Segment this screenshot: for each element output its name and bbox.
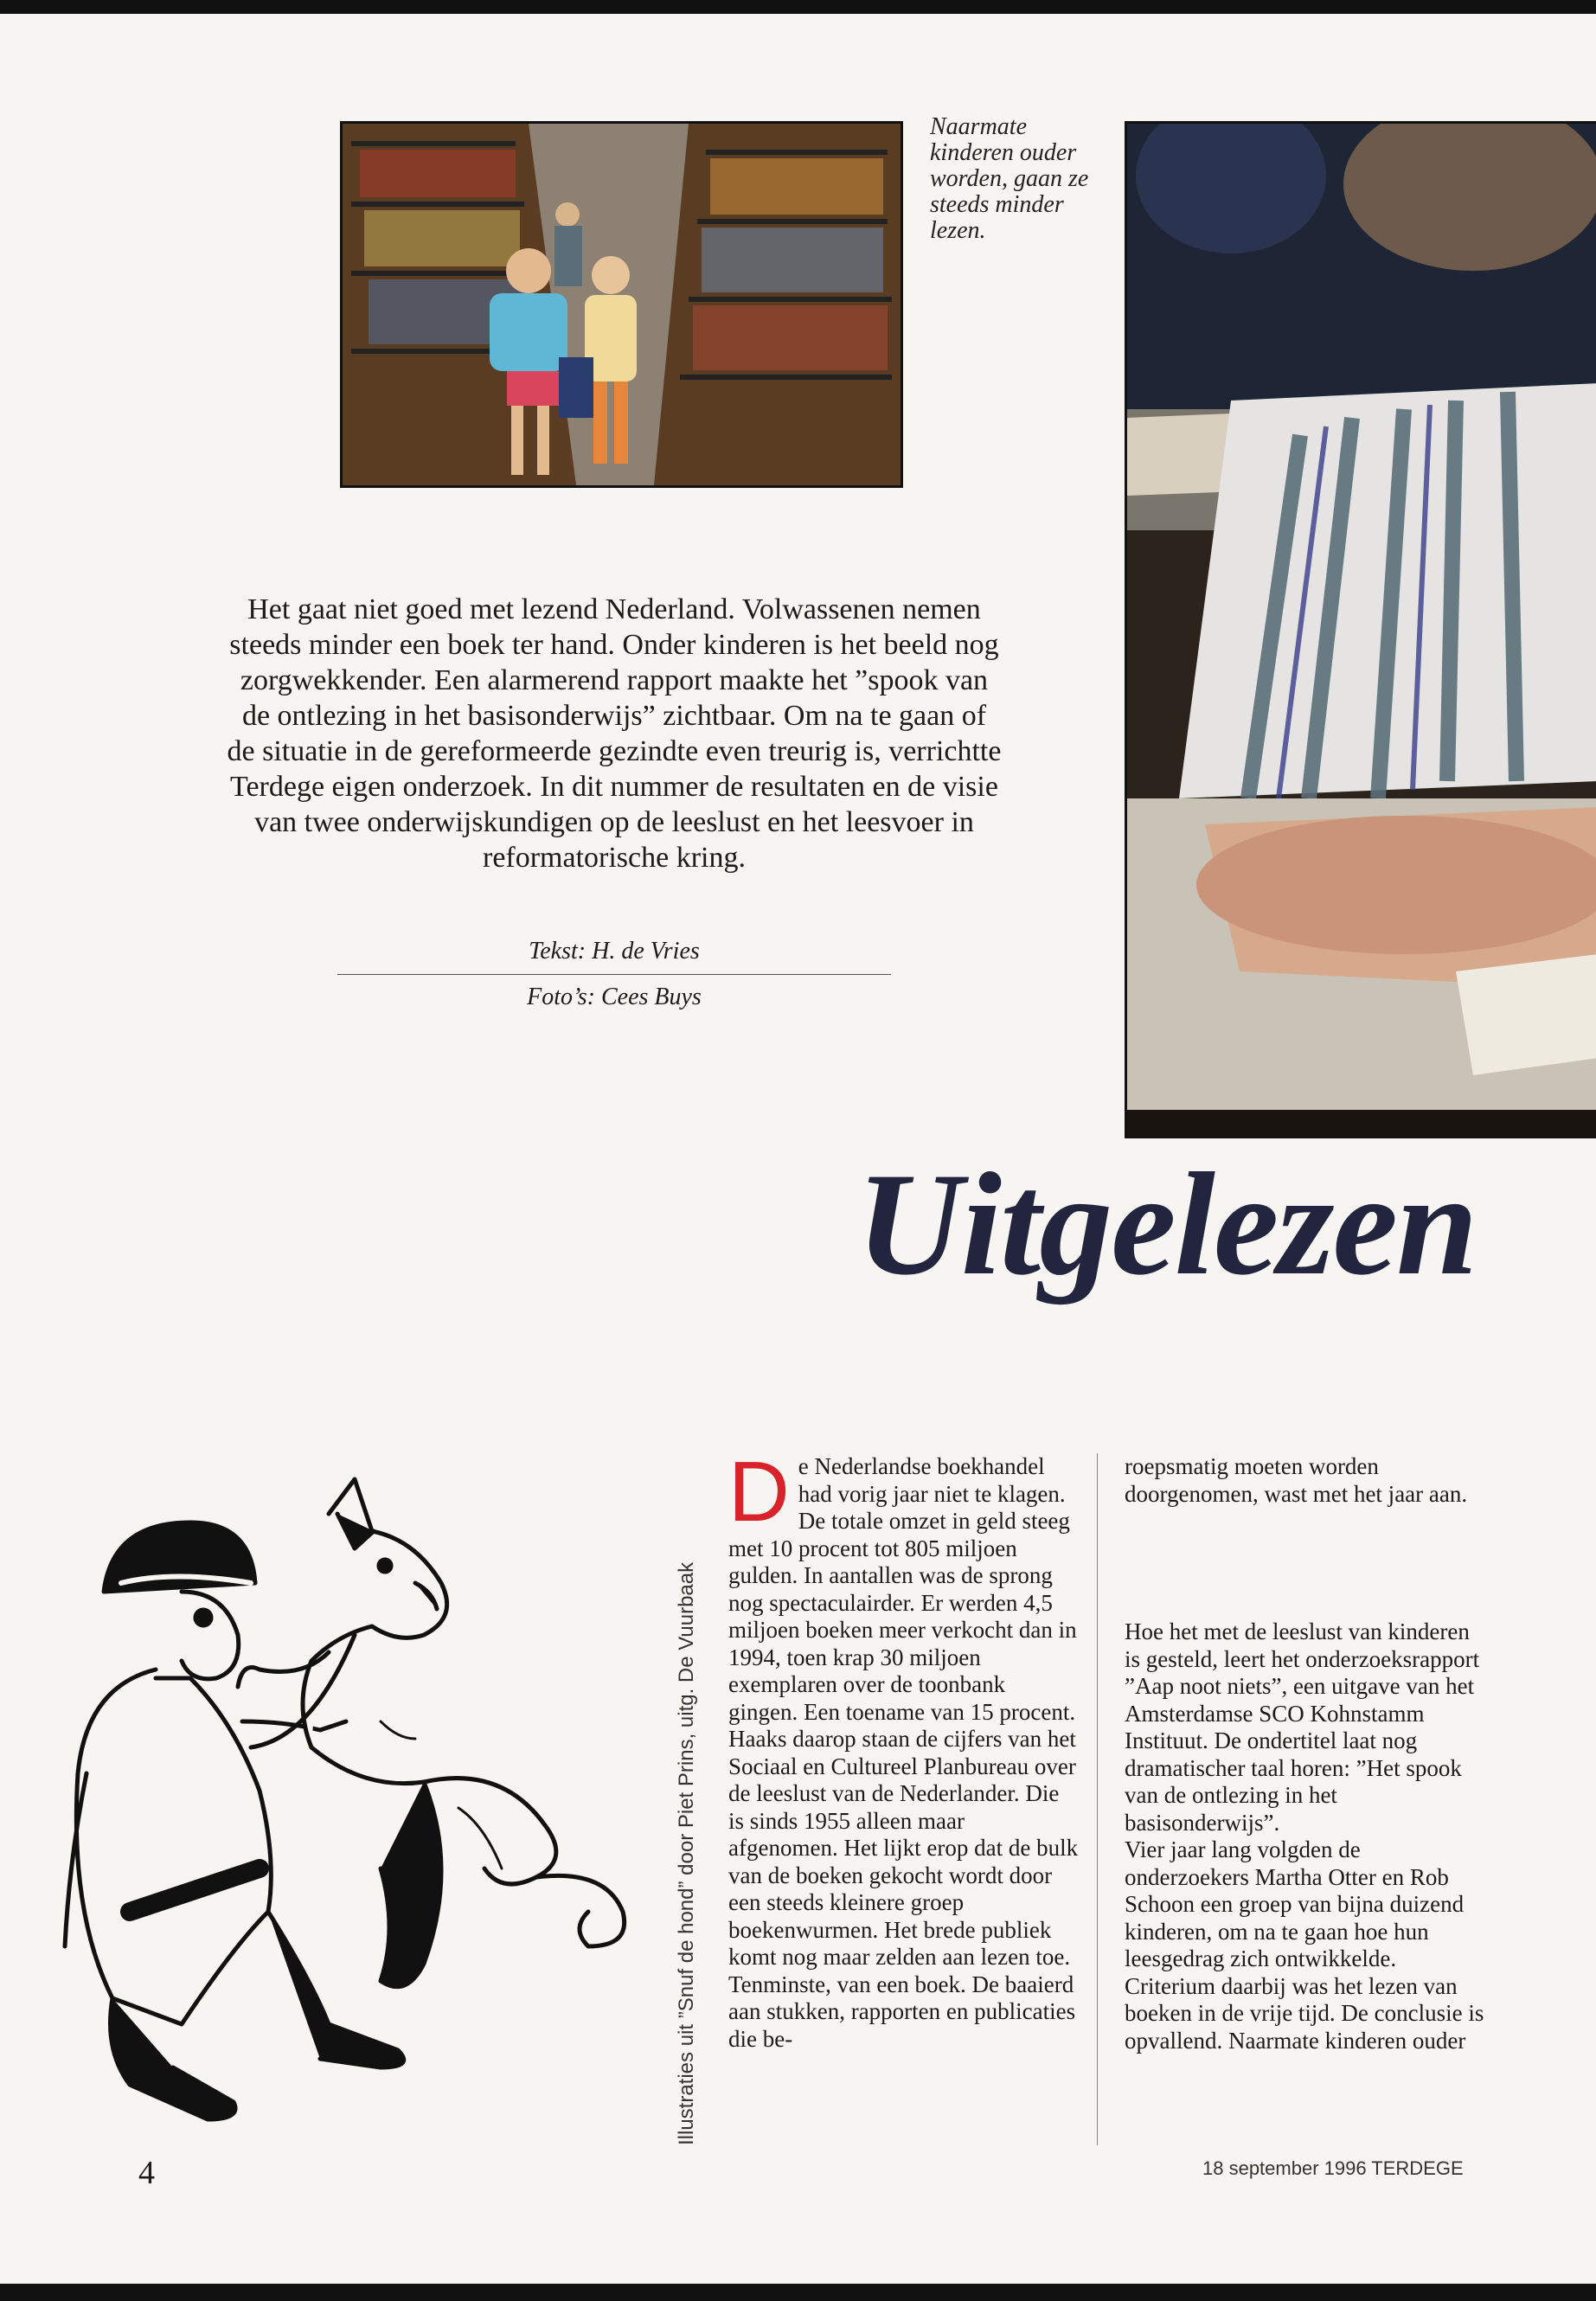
body-paragraph-3: Hoe het met de leeslust van kinderen is gesteld, leert het onderzoeksrapport ”Aap noot niets”, een uitgave van het Amsterdamse SCO Kohnstamm Instituut. De ondertitel laat nog dramatischer taal horen: ”Het spook van de ontlezing in het basisonderwijs”. — [1125, 1618, 1480, 1836]
intro-text: Het gaat niet goed met lezend Nederland. Volwassenen nemen steeds minder een boek ter hand. Onder kinderen is het beeld nog zorgwekkender. Een alarmerend rapport maakte het ”spook van de ontlezing in het basisonderwijs” zichtbaar. Om na te gaan of de situatie in de gereformeerde gezindte even treurig is, verrichtte Terdege eigen onderzoek. In dit nummer de resultaten en de visie van twee onderwijskundigen op de leeslust en het leesvoer in reformatorische kring. — [227, 593, 1002, 874]
text-credit: Tekst: H. de Vries — [529, 938, 700, 965]
issue-footer: 18 september 1996 TERDEGE — [1202, 2157, 1464, 2179]
credits — [337, 931, 891, 1018]
illustration-credit-text: Illustraties uit ”Snuf de hond” door Piet Prins, uitg. De Vuurbaak — [675, 1561, 698, 2145]
page-number: 4 — [138, 2155, 155, 2191]
body-paragraph-2: roepsmatig moeten worden doorgenomen, wast met het jaar aan. — [1125, 1453, 1468, 1507]
illustration-credit — [657, 1453, 698, 2145]
body-column-2 — [1125, 1453, 1488, 2054]
bottom-rule — [0, 2284, 1596, 2301]
column-divider — [1097, 1453, 1098, 2145]
credit-divider — [337, 974, 891, 975]
body-column-1 — [728, 1444, 1079, 2053]
library-photo — [340, 121, 903, 488]
photo-credit: Foto’s: Cees Buys — [527, 984, 702, 1010]
drop-cap: D — [728, 1444, 790, 1539]
body-paragraph-4: Vier jaar lang volgden de onderzoekers Martha Otter en Rob Schoon een groep van bijna duizend kinderen, om na te gaan hoe hun leesgedrag zich ontwikkelde. Criterium daarbij was het lezen van boeken in de vrije tijd. De conclusie is opvallend. Naarmate kinderen ouder — [1125, 1836, 1484, 2054]
top-rule — [0, 0, 1596, 14]
body-paragraph-1: e Nederlandse boekhandel had vorig jaar niet te klagen. De totale omzet in geld steeg met 10 procent tot 805 miljoen gulden. In aantallen was de sprong nog spectaculairder. Er werden 4,5 miljoen boeken meer verkocht dan in 1994, toen krap 30 miljoen exemplaren over de toonbank gingen. Een toename van 15 procent. Haaks daarop staan de cijfers van het Sociaal en Cultureel Planbureau over de leeslust van de Nederlander. Die is sinds 1955 alleen maar afgenomen. Het lijkt erop dat de bulk van de boeken gekocht wordt door een steeds kleinere groep boekenwurmen. Het brede publiek komt nog maar zelden aan lezen toe. Tenminste, van een boek. De baaierd aan stukken, rapporten en publicaties die be- — [728, 1453, 1079, 2052]
photo-caption: Naarmate kinderen ouder worden, gaan ze steeds minder lezen. — [930, 113, 1089, 244]
headline: Uitgelezen — [856, 1143, 1477, 1305]
classroom-photo — [1125, 121, 1596, 1138]
dog-soldier-illustration — [52, 1462, 675, 2154]
